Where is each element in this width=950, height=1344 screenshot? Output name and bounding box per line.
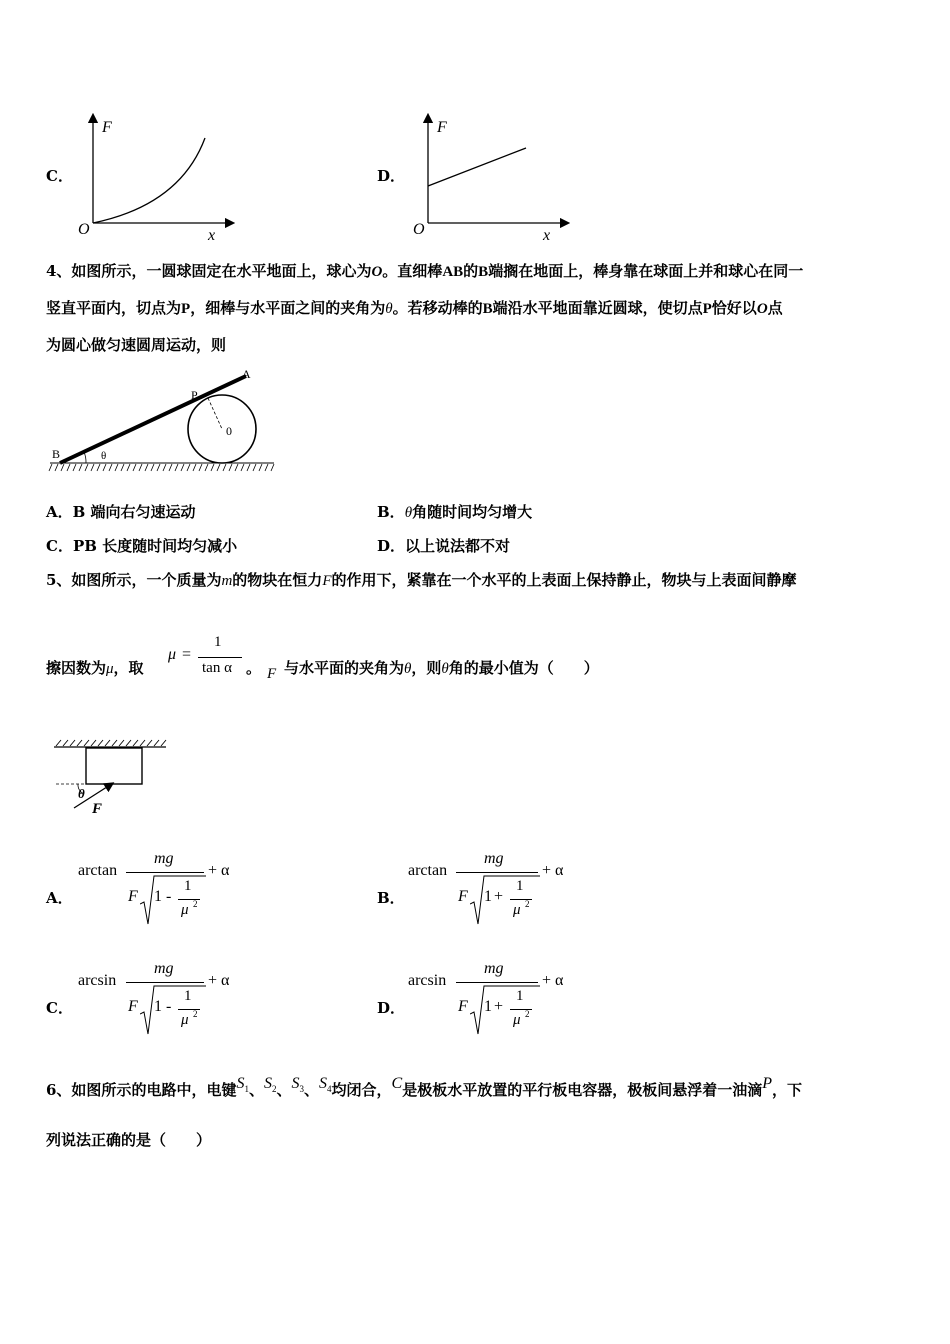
label-p: P: [191, 388, 198, 402]
q4-figure: [46, 362, 286, 474]
label-b: B: [52, 447, 61, 461]
graph-d-line: [428, 148, 526, 186]
q5-line-2c: 与水平面的夹角为θ，则θ角的最小值为（ ）: [284, 659, 599, 677]
q5-option-b-formula: arctan mg F 1 + 1 μ 2 + α: [408, 850, 578, 934]
q5-option-d-label: D．: [377, 999, 406, 1017]
fig-theta: θ: [78, 786, 85, 801]
q5-line-2-F: F: [267, 666, 277, 682]
q5-option-d-formula: arcsin mg F 1 + 1 μ 2 + α: [408, 960, 578, 1044]
q4-option-a: A．B 端向右匀速运动: [46, 503, 196, 521]
graph-d-x-label: x: [543, 227, 551, 244]
q4-line-3: 为圆心做匀速圆周运动，则: [46, 336, 227, 354]
q5-option-b-label: B．: [377, 889, 405, 907]
graph-d-y-label: F: [437, 119, 447, 136]
graph-c-curve: [93, 138, 205, 223]
block: [86, 748, 142, 784]
graph-d-origin: O: [413, 221, 425, 238]
q4-option-d: D．以上说法都不对: [377, 537, 511, 555]
graph-c: [70, 110, 240, 245]
q5-option-c-label: C．: [46, 999, 73, 1017]
label-o: 0: [226, 424, 232, 438]
option-c-label: C．: [46, 167, 73, 185]
radius-op: [208, 398, 222, 429]
graph-c-x-label: x: [208, 227, 216, 244]
q6-line-2: 列说法正确的是（ ）: [46, 1131, 212, 1149]
label-theta: θ: [101, 450, 107, 462]
option-d-label: D．: [377, 167, 406, 185]
ceiling-hatching: [56, 740, 166, 746]
q4-line-1: 4、如图所示，一圆球固定在水平地面上，球心为O。直细棒AB的B端搁在地面上，棒身靠在球面上并和球心在同一: [46, 262, 804, 280]
q6-line-1: 6、如图所示的电路中，电键$S_1$、$S_2$、$S_3$、$S_4$均闭合，C是极板水平放置的平行板电容器，极板间悬浮着一油滴P，下: [46, 1075, 802, 1099]
q4-option-b: B．θ角随时间均匀增大: [377, 503, 533, 521]
graph-c-y-label: F: [102, 119, 112, 136]
q5-line-1: 5、如图所示，一个质量为m的物块在恒力F的作用下，紧靠在一个水平的上表面上保持静止，物块与上表面间静摩: [46, 571, 797, 589]
q5-line-2b: 。: [246, 659, 262, 677]
graph-d: [405, 110, 575, 245]
q4-option-c: C．PB 长度随时间均匀减小: [46, 537, 238, 555]
q5-mu-equation: μ = 1 tan α: [168, 636, 246, 682]
ground-hatching: [49, 464, 274, 471]
fig-force-label: F: [92, 801, 103, 817]
q5-option-a-formula: arctan mg F 1 - 1 μ 2 + α: [78, 850, 248, 934]
rod-ab: [60, 376, 246, 463]
graph-c-origin: O: [78, 221, 90, 238]
q5-option-a-label: A．: [46, 889, 73, 907]
angle-arc: [84, 452, 86, 463]
q5-line-2: 擦因数为μ，取: [46, 659, 144, 677]
q5-figure: [48, 738, 178, 820]
q5-option-c-formula: arcsin mg F 1 - 1 μ 2 + α: [78, 960, 248, 1044]
q4-line-2: 竖直平面内，切点为P，细棒与水平面之间的夹角为θ。若移动棒的B端沿水平地面靠近圆球，使切点P恰好以O点: [46, 299, 783, 317]
label-a: A: [242, 367, 251, 381]
